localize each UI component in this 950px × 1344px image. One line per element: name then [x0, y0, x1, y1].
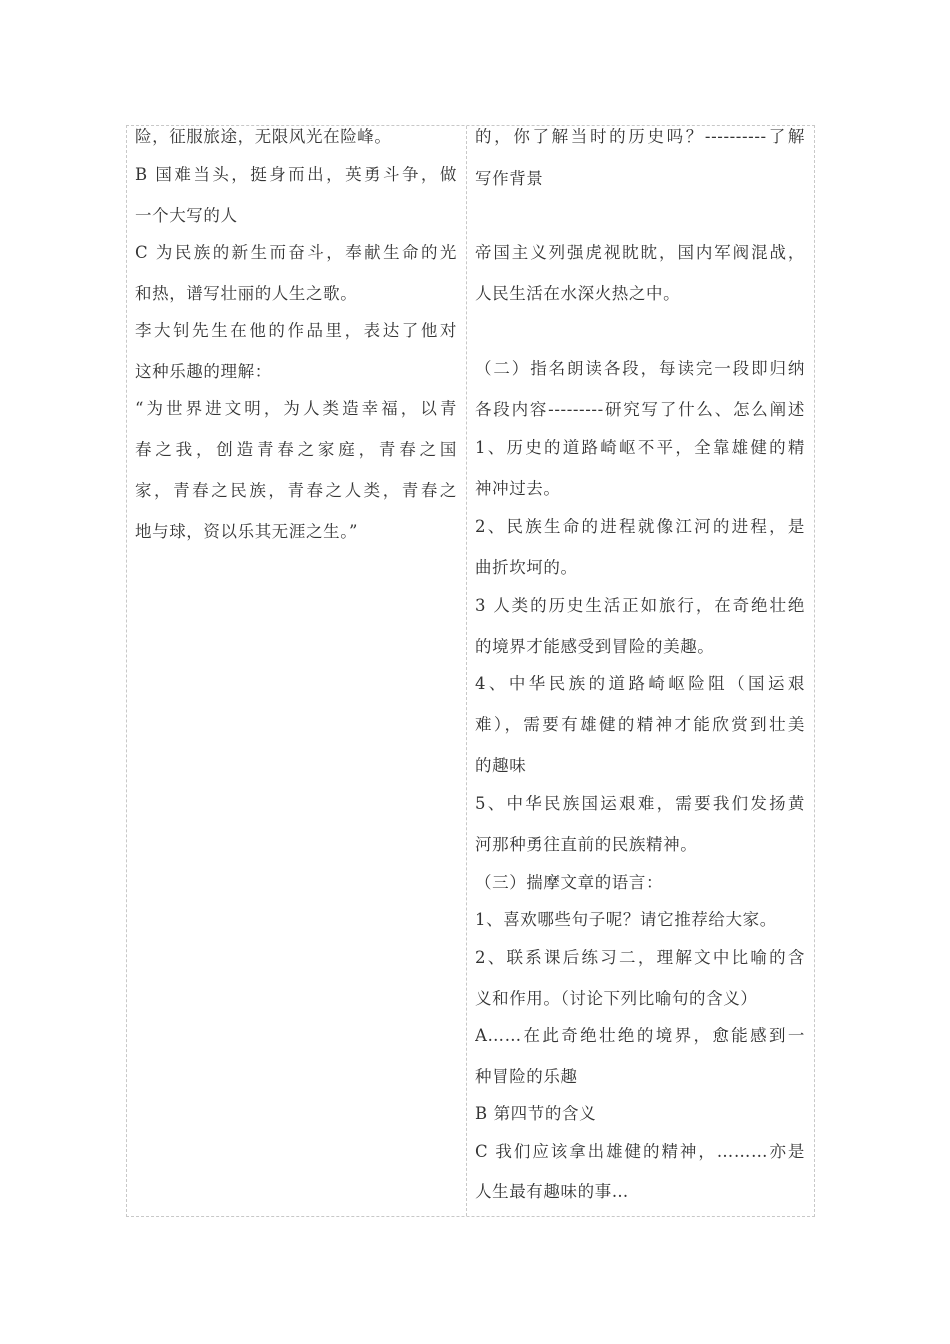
- right-line: 各段内容---------研究写了什么、怎么阐述: [475, 400, 805, 419]
- left-line: 家，青春之民族，青春之人类，青春之: [135, 481, 457, 500]
- right-line: 的，你了解当时的历史吗？----------了解: [475, 127, 805, 146]
- right-line: 1、历史的道路崎岖不平，全靠雄健的精: [475, 438, 805, 457]
- right-line: 1、喜欢哪些句子呢？请它推荐给大家。: [475, 910, 777, 929]
- right-line: 人生最有趣味的事…: [475, 1182, 629, 1201]
- right-line: 神冲过去。: [475, 479, 561, 498]
- right-line: 义和作用。（讨论下列比喻句的含义）: [475, 989, 758, 1008]
- right-line: A……在此奇绝壮绝的境界，愈能感到一: [475, 1026, 805, 1045]
- right-line: 2、联系课后练习二，理解文中比喻的含: [475, 948, 805, 967]
- right-line: 难），需要有雄健的精神才能欣赏到壮美: [475, 715, 805, 734]
- right-line: 5、中华民族国运艰难，需要我们发扬黄: [475, 794, 805, 813]
- right-line: 的趣味: [475, 756, 527, 775]
- right-line: 曲折坎坷的。: [475, 558, 578, 577]
- right-line: 河那种勇往直前的民族精神。: [475, 835, 698, 854]
- left-line: 和热，谱写壮丽的人生之歌。: [135, 284, 358, 303]
- left-line: 地与球，资以乐其无涯之生。”: [135, 522, 359, 541]
- left-line: 春之我，创造青春之家庭，青春之国: [135, 440, 457, 459]
- right-line: 人民生活在水深火热之中。: [475, 284, 681, 303]
- right-line: C 我们应该拿出雄健的精神，………亦是: [475, 1142, 805, 1161]
- left-line: 这种乐趣的理解：: [135, 362, 272, 381]
- left-line: B 国难当头，挺身而出，英勇斗争，做: [135, 165, 457, 184]
- left-line: “为世界进文明，为人类造幸福，以青: [135, 399, 457, 418]
- left-line: 李大钊先生在他的作品里，表达了他对: [135, 321, 457, 340]
- left-line: C 为民族的新生而奋斗，奉献生命的光: [135, 243, 457, 262]
- right-line: 写作背景: [475, 169, 544, 188]
- right-line: 种冒险的乐趣: [475, 1067, 578, 1086]
- left-line: 一个大写的人: [135, 206, 238, 225]
- right-line: 3 人类的历史生活正如旅行，在奇绝壮绝: [475, 596, 805, 615]
- right-line: 4、中华民族的道路崎岖险阻（国运艰: [475, 674, 805, 693]
- left-line: 险，征服旅途，无限风光在险峰。: [135, 127, 392, 146]
- right-line: （三）揣摩文章的语言：: [475, 873, 664, 892]
- right-line: 2、民族生命的进程就像江河的进程，是: [475, 517, 805, 536]
- right-line: B 第四节的含义: [475, 1104, 597, 1123]
- right-line: 帝国主义列强虎视眈眈，国内军阀混战，: [475, 243, 805, 262]
- right-line: 的境界才能感受到冒险的美趣。: [475, 637, 715, 656]
- right-line: （二）指名朗读各段，每读完一段即归纳: [475, 359, 805, 378]
